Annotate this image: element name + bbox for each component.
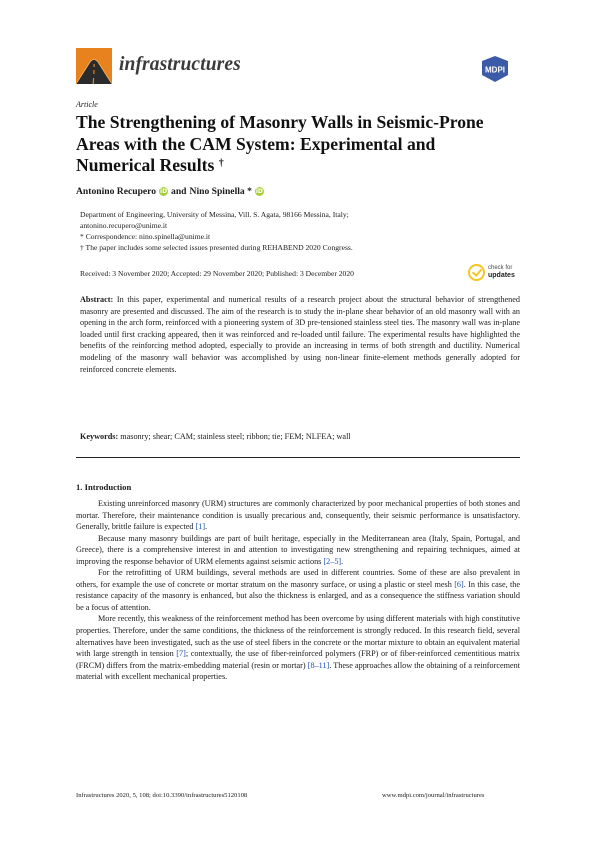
check-updates-text xyxy=(488,265,515,280)
check-for-updates-badge[interactable] xyxy=(468,261,520,283)
paragraph xyxy=(76,533,520,568)
footer-url[interactable]: www.mdpi.com/journal/infrastructures xyxy=(382,792,485,799)
keywords-text: masonry; shear; CAM; stainless steel; ribbon; tie; FEM; NLFEA; wall xyxy=(120,432,351,441)
citation-link[interactable]: [7] xyxy=(176,649,186,659)
mdpi-logo-icon[interactable] xyxy=(474,55,516,83)
paragraph xyxy=(76,613,520,682)
mdpi-logo-text: MDPI xyxy=(485,65,505,75)
section-heading: 1. Introduction xyxy=(76,482,132,492)
paragraph-text: . xyxy=(341,556,344,566)
abstract-text: In this paper, experimental and numerical results of a research project about the structural behavior of strengthened masonry are presented and discussed. The aim of the research is to study the in-plane shear behavior of an old masonry wall with an opening in the arch form, reinforced with a pioneering system of 3D pre-tensioned stainless steel ties. The masonry wall was in-plane loaded until first cracking appeared, then it was reinforced and re-loaded until failure. The experimental results have highlighted the benefits of the reinforcing method adopted, especially to provide an increasing in terms of both strength and ductility. Numerical modeling of the masonry wall behavior was accomplished by using non-linear finite-element methods generally adopted for reinforced concrete elements. xyxy=(80,295,521,374)
article-type: Article xyxy=(76,100,98,109)
author-list xyxy=(76,186,267,197)
check-updates-bottom: updates xyxy=(488,271,515,279)
paragraph xyxy=(76,498,520,533)
paragraph-text: . In this case, the resistance capacity of the masonry is enhanced, but also the thickness is enlarged, and as a consequence the stiffness variation should be a focus of attention. xyxy=(76,579,521,612)
correspondence: * Correspondence: nino.spinella@unime.it xyxy=(80,232,211,241)
author-conjunction: and xyxy=(171,186,187,197)
paragraph xyxy=(76,567,520,613)
section-divider xyxy=(76,457,520,458)
keywords-label: Keywords: xyxy=(80,432,119,441)
keywords xyxy=(80,431,520,443)
citation-link[interactable]: [1] xyxy=(195,522,206,532)
orcid-icon[interactable]: iD xyxy=(255,188,263,195)
check-updates-icon xyxy=(468,264,485,281)
road-tunnel-logo-icon xyxy=(76,48,112,84)
citation-link[interactable]: [8–11] xyxy=(307,660,330,670)
paragraph-text: ; contextually, the use of fiber-reinforced polymers (FRP) or of fiber-reinforced cementitious matrix (FRCM) differs from the matrix-embedding material (resin or mortar) xyxy=(76,649,520,670)
paragraph-text: Existing unreinforced masonry (URM) structures are commonly characterized by poor mechanical properties of both stones and mortar. Therefore, their maintenance condition is usually precarious and, consequently, their seismic performance is unsatisfactory. Generally, brittle failure is expected xyxy=(76,499,520,532)
abstract-label: Abstract: xyxy=(80,295,114,304)
author-name[interactable]: Nino Spinella * xyxy=(189,186,252,197)
paragraph-text: Because many masonry buildings are part of built heritage, especially in the Mediterranean area (Italy, Spain, Portugal, and Greece), there is a comprehensive interest in and attention to investigating new strengthening and repairing techniques, aimed at improving the response behavior of URM elements against seismic actions xyxy=(76,533,520,566)
affiliation-line: Department of Engineering, University of Messina, Vill. S. Agata, 98166 Messina, Italy; xyxy=(80,210,349,219)
introduction-body xyxy=(76,498,520,683)
publication-dates: Received: 3 November 2020; Accepted: 29 November 2020; Published: 3 December 2020 xyxy=(80,269,354,278)
paragraph-text: . These approaches allow the obtaining of a reinforcement material with excellent mechanical properties. xyxy=(76,660,520,682)
paragraph-text: . xyxy=(205,522,208,532)
citation-link[interactable]: [6] xyxy=(454,579,464,589)
orcid-icon[interactable]: iD xyxy=(160,188,168,195)
citation-link[interactable]: [2–5] xyxy=(323,556,342,566)
article-title-text: The Strengthening of Masonry Walls in Seismic-Prone Areas with the CAM System: Experimental and Numerical Results xyxy=(76,112,484,175)
affiliation-email[interactable]: antonino.recupero@unime.it xyxy=(80,221,168,230)
affiliations xyxy=(80,209,480,253)
abstract xyxy=(80,294,520,375)
paragraph-text: For the retrofitting of URM buildings, several methods are used in different countries. Some of these are also prevalent in others, for example the use of concrete or mortar stratum on the masonry surface, or using a plastic or steel mesh xyxy=(76,568,520,589)
footer-citation: Infrastructures 2020, 5, 108; doi:10.3390/infrastructures5120108 xyxy=(76,792,248,799)
paragraph-text: More recently, this weakness of the reinforcement method has been overcome by using different materials with high constitutive properties. Therefore, under the same conditions, the thickness of the reinforcement is strongly reduced. In this research field, several alternatives have been investigated, such as the use of steel fibers in the concrete or the mortar mixture to obtain an equivalent material with large strength in tension xyxy=(76,614,520,659)
check-updates-top: check for xyxy=(488,264,513,271)
author-name[interactable]: Antonino Recupero xyxy=(76,186,157,197)
journal-name: infrastructures xyxy=(119,54,241,75)
article-title xyxy=(76,112,516,177)
title-footnote-mark: † xyxy=(218,158,224,169)
footnote-note: † The paper includes some selected issues presented during REHABEND 2020 Congress. xyxy=(80,243,353,252)
